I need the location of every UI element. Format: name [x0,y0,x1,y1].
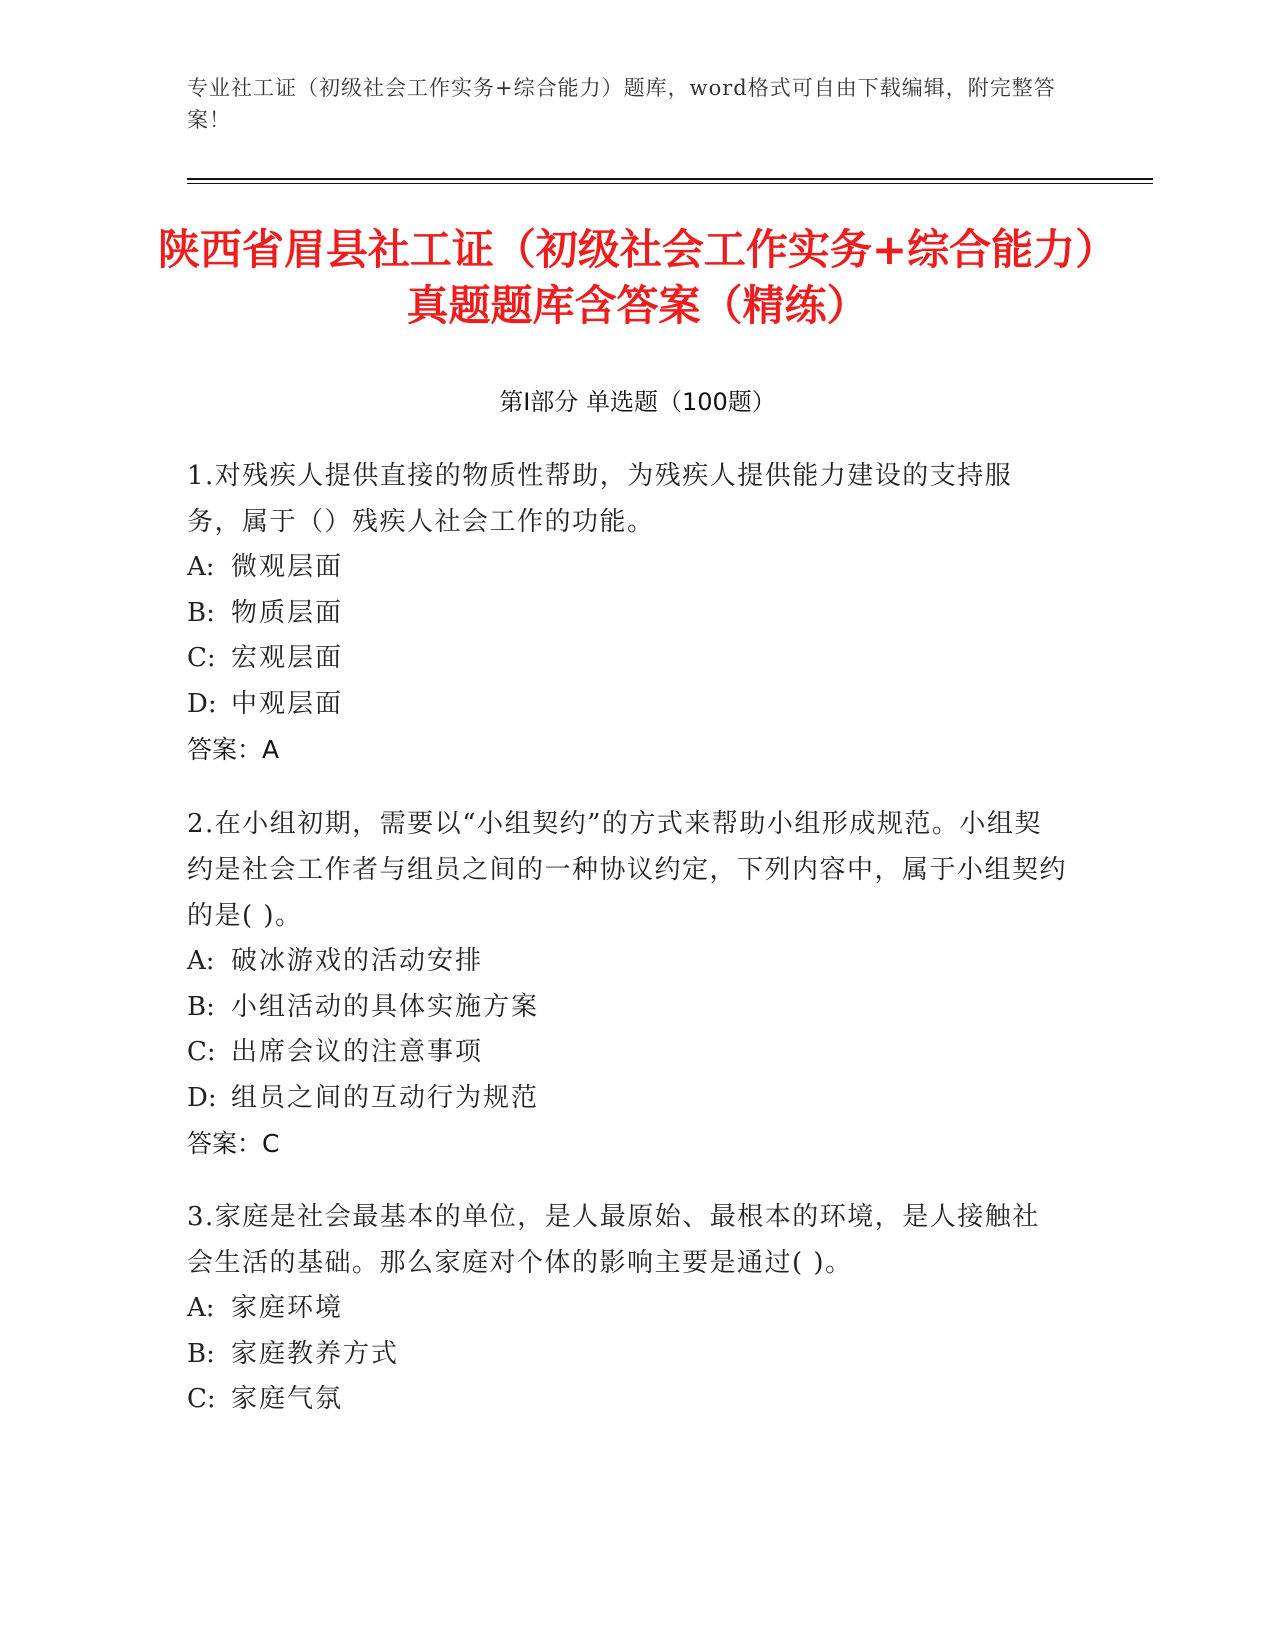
option-text: 小组活动的具体实施方案 [231,991,540,1022]
option-letter: B: [187,991,215,1022]
option-text: 微观层面 [231,552,344,582]
option-text: 破冰游戏的活动安排 [231,946,484,976]
option-text: 中观层面 [231,688,344,719]
option-a [187,1286,1067,1332]
question-stem: 1.对残疾人提供直接的物质性帮助，为残疾人提供能力建设的支持服务，属于（）残疾人社会工作的功能。 [187,461,1013,537]
option-letter: A: [187,946,215,976]
header-divider-thin [187,183,1153,184]
answer-line [187,727,1067,773]
option-d [187,682,1067,728]
header-note: 专业社工证（初级社会工作实务+综合能力）题库，word格式可自由下载编辑，附完整答案！ [187,76,1056,132]
option-text: 家庭环境 [231,1293,344,1323]
option-b [187,985,1067,1031]
question-2 [187,801,1067,1167]
option-text: 出席会议的注意事项 [231,1037,484,1067]
option-text: 家庭教养方式 [231,1338,400,1369]
option-a [187,939,1067,985]
option-letter: A: [187,552,215,582]
answer-value: C [262,1129,280,1158]
option-letter: D: [187,1082,217,1113]
question-stem: 3.家庭是社会最基本的单位，是人最原始、最根本的环境，是人接触社会生活的基础。那么家庭对个体的影响主要是通过( )。 [187,1202,1040,1278]
question-3 [187,1194,1067,1423]
document-title: 陕西省眉县社工证（初级社会工作实务+综合能力）真题题库含答案（精练） [157,225,1118,330]
option-d [187,1076,1067,1122]
option-a [187,545,1067,591]
option-b [187,1332,1067,1378]
option-letter: B: [187,597,215,628]
option-text: 组员之间的互动行为规范 [231,1082,540,1113]
answer-label: 答案： [187,1129,263,1158]
answer-label: 答案： [187,735,263,764]
option-c [187,1030,1067,1076]
option-letter: A: [187,1293,215,1323]
question-1 [187,453,1067,773]
section-heading: 第Ⅰ部分 单选题（100题） [499,388,776,416]
option-text: 宏观层面 [231,643,344,673]
header-divider-thick [187,178,1153,180]
option-letter: C: [187,1037,216,1067]
option-text: 家庭气氛 [231,1384,344,1414]
question-stem: 2.在小组初期，需要以“小组契约”的方式来帮助小组形成规范。小组契约是社会工作者与组员之间的一种协议约定，下列内容中，属于小组契约的是( )。 [187,809,1068,931]
option-letter: C: [187,1384,216,1414]
option-c [187,1377,1067,1423]
answer-line [187,1121,1067,1167]
option-text: 物质层面 [231,597,344,628]
option-b [187,591,1067,637]
option-letter: C: [187,643,216,673]
option-c [187,636,1067,682]
option-letter: D: [187,688,217,719]
option-letter: B: [187,1338,215,1369]
answer-value: A [262,735,280,764]
